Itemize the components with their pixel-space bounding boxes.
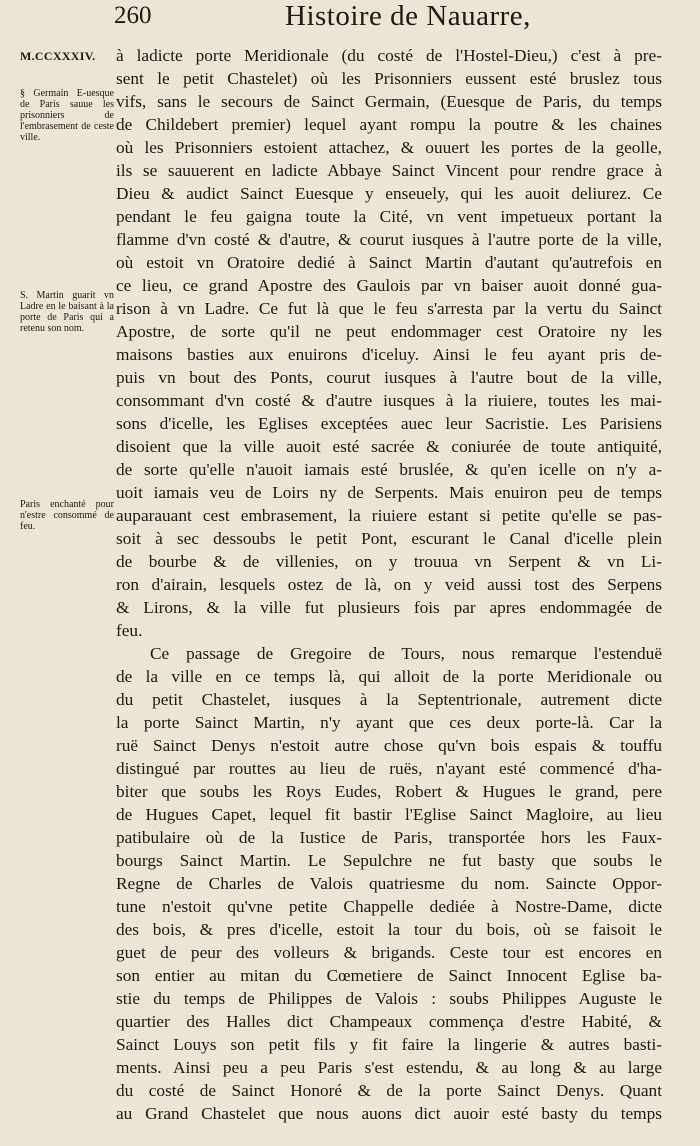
text-line: stie du temps de Philippes de Valois : soubs Philippes Auguste le	[116, 989, 662, 1008]
text-line: à ladicte porte Meridionale (du costé de l'Hostel-Dieu,) c'est à pre-	[116, 46, 662, 65]
text-line: de Childebert premier) lequel ayant rompu la poutre & les chaines	[116, 115, 662, 134]
text-line: guet de peur des volleurs & brigands. Ceste tour est encores en	[116, 943, 662, 962]
text-line: bourgs Sainct Martin. Le Sepulchre ne fut basty que soubs le	[116, 851, 662, 870]
text-line: ron d'airain, lesquels ostez de là, on y veid aussi tost des Serpens	[116, 575, 662, 594]
text-line: biter que soubs les Roys Eudes, Robert & Hugues le grand, pere	[116, 782, 662, 801]
margin-note-germain: § Germain E-uesque de Paris sauue les prisonniers de l'embrasement de ceste ville.	[20, 88, 114, 143]
text-line: de sorte qu'elle n'auoit iamais esté bruslée, & qu'en icelle on n'y a-	[116, 460, 662, 479]
text-line: ruë Sainct Denys n'estoit autre chose qu'vn bois espais & touffu	[116, 736, 662, 755]
text-line: sent le petit Chastelet) où les Prisonniers eussent esté bruslez tous	[116, 69, 662, 88]
margin-note-enchanted: Paris enchanté pour n'estre consommé de feu.	[20, 499, 114, 532]
text-line: ce lieu, ce grand Apostre des Gaulois par vn baiser auoit donné gua-	[116, 276, 662, 295]
text-line: du costé de Sainct Honoré & de la porte Sainct Denys. Quant	[116, 1081, 662, 1100]
text-line: patibulaire où de la Iustice de Paris, transportée hors les Faux-	[116, 828, 662, 847]
text-line: Apostre, de sorte qu'il ne peut endommager cest Oratoire ny les	[116, 322, 662, 341]
text-line: maisons basties aux enuirons d'iceluy. Ainsi le feu ayant pris de-	[116, 345, 662, 364]
text-line: des bois, & pres d'icelle, estoit la tour du bois, où se faisoit le	[116, 920, 662, 939]
text-line: son entier au mitan du Cœmetiere de Sainct Innocent Eglise ba-	[116, 966, 662, 985]
text-line: ils se sauuerent en ladicte Abbaye Sainct Vincent pour rendre grace à	[116, 161, 662, 180]
margin-year: M.CCXXXIV.	[20, 49, 96, 63]
text-line: de la ville en ce temps là, qui alloit de la porte Meridionale ou	[116, 667, 662, 686]
text-line: soit à sec dessoubs le petit Pont, escurant le Canal d'icelle plein	[116, 529, 662, 548]
margin-note-martin: S. Martin guarit vn Ladre en le baisant à la porte de Paris qui a retenu son nom.	[20, 290, 114, 334]
body-text	[116, 44, 662, 1125]
text-line: de Hugues Capet, lequel fit bastir l'Eglise Sainct Magloire, au lieu	[116, 805, 662, 824]
text-line: tune n'estoit qu'vne petite Chappelle dediée à Nostre-Dame, dicte	[116, 897, 662, 916]
text-line: ments. Ainsi peu a peu Paris s'est estendu, & au long & au large	[116, 1058, 662, 1077]
text-line: Regne de Charles de Valois quatriesme du nom. Saincte Oppor-	[116, 874, 662, 893]
text-line: auparauant cest embrasement, la riuiere estant si petite qu'elle se pas-	[116, 506, 662, 525]
running-title: Histoire de Nauarre,	[285, 0, 531, 32]
text-line: rison à vn Ladre. Ce fut là que le feu s'arresta par la vertu du Sainct	[116, 299, 662, 318]
text-line: feu.	[116, 621, 143, 640]
text-line: flamme d'vn costé & d'autre, & courut iusques à l'autre porte de la ville,	[116, 230, 662, 249]
text-line: disoient que la ville auoit esté sacrée & coniurée de toute antiquité,	[116, 437, 662, 456]
text-line: distingué par routtes au lieu de ruës, n'ayant esté commencé d'ha-	[116, 759, 662, 778]
text-line: où estoit vn Oratoire dedié à Sainct Martin d'autant qu'autrefois en	[116, 253, 662, 272]
page-number: 260	[114, 2, 152, 29]
text-line: sons d'icelle, les Eglises exceptées auec leur Sacristie. Les Parisiens	[116, 414, 662, 433]
text-line: & Lirons, & la ville fut plusieurs fois par apres endommagée de	[116, 598, 662, 617]
text-line: consommant d'vn costé & d'autre iusques à la riuiere, toutes les mai-	[116, 391, 662, 410]
text-line: vifs, sans le secours de Sainct Germain, (Euesque de Paris, du temps	[116, 92, 662, 111]
text-line: la porte Sainct Martin, n'y ayant que ces deux porte-là. Car la	[116, 713, 662, 732]
text-line: puis vn bout des Ponts, courut iusques à l'autre bout de la ville,	[116, 368, 662, 387]
text-line: uoit iamais veu de Loirs ny de Serpents. Mais enuiron peu de temps	[116, 483, 662, 502]
text-line: du petit Chastelet, iusques à la Septentrionale, autrement dicte	[116, 690, 662, 709]
text-line: de bourbe & de villenies, on y trouua vn Serpent & vn Li-	[116, 552, 662, 571]
text-line: pendant le feu gaigna toute la Cité, vn vent impetueux portant la	[116, 207, 662, 226]
text-line: Ce passage de Gregoire de Tours, nous remarque l'estenduë	[150, 644, 662, 663]
text-line: au Grand Chastelet que nous auons dict auoir esté basty du temps	[116, 1104, 662, 1123]
text-line: où les Prisonniers estoient attachez, & ouuert les portes de la geolle,	[116, 138, 662, 157]
text-line: quartier des Halles dict Champeaux commença d'estre Habité, &	[116, 1012, 662, 1031]
text-line: Dieu & audict Sainct Euesque y enseuely, qui les auoit deliurez. Ce	[116, 184, 662, 203]
text-line: Sainct Louys son petit fils y fit faire la lingerie & autres basti-	[116, 1035, 662, 1054]
